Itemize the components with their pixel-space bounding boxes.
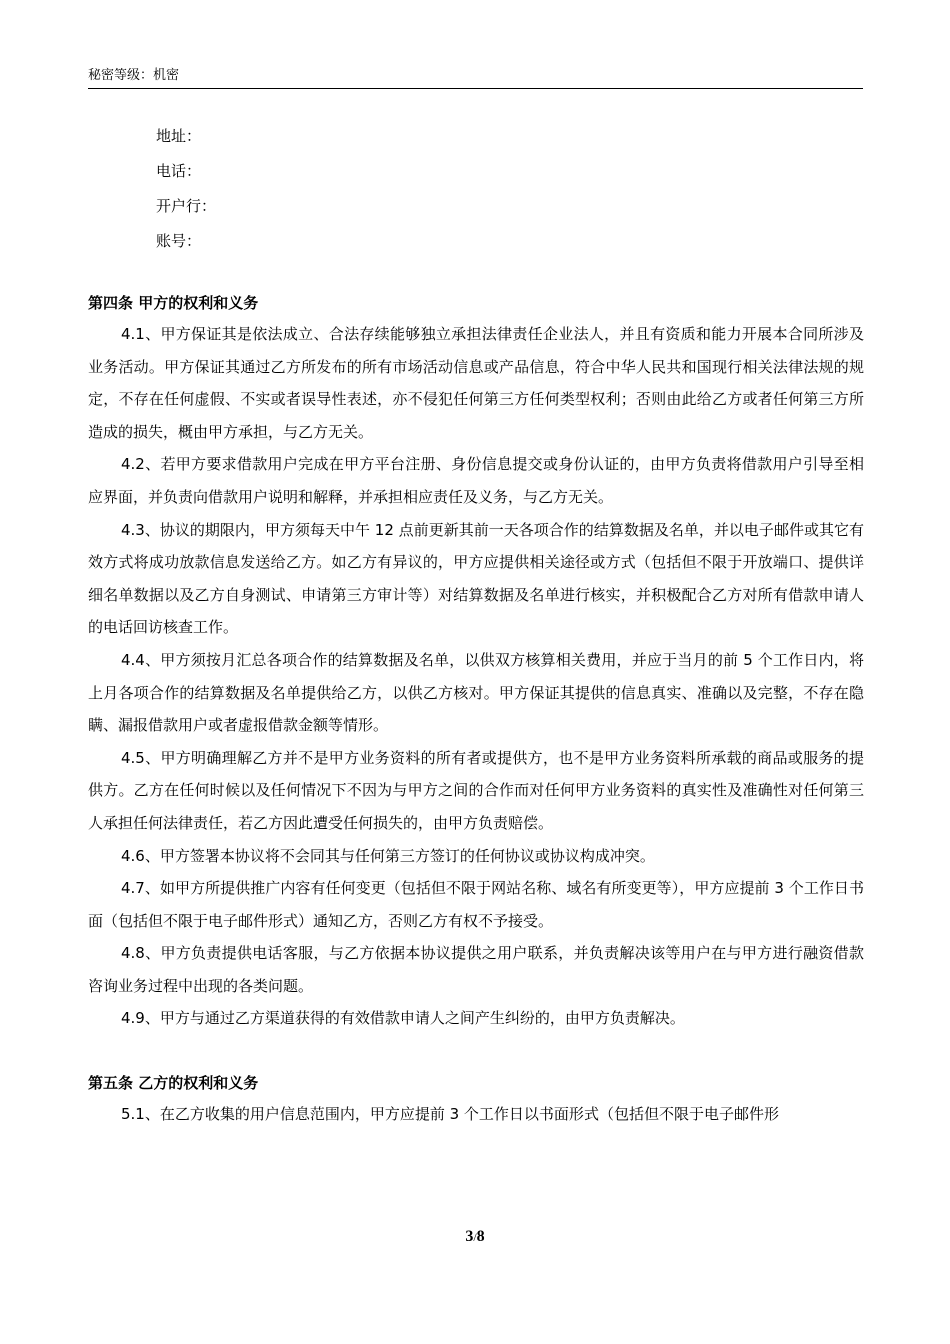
clause-4-2: 4.2、若甲方要求借款用户完成在甲方平台注册、身份信息提交或身份认证的，由甲方负责将借款用户引导至相应界面，并负责向借款用户说明和解释，并承担相应责任及义务，与乙方无关。 — [88, 455, 864, 506]
clause-4-9: 4.9、甲方与通过乙方渠道获得的有效借款申请人之间产生纠纷的，由甲方负责解决。 — [121, 1009, 685, 1028]
clause-4-8: 4.8、甲方负责提供电话客服，与乙方依据本协议提供之用户联系，并负责解决该等用户在与甲方进行融资借款咨询业务过程中出现的各类问题。 — [88, 944, 864, 995]
page-separator: / — [473, 1230, 477, 1244]
clause-4-6: 4.6、甲方签署本协议将不会同其与任何第三方签订的任何协议或协议构成冲突。 — [121, 846, 655, 865]
current-page: 3 — [465, 1228, 474, 1245]
contact-fields — [156, 124, 216, 264]
account-field: 账号： — [156, 232, 202, 250]
clause-4-5: 4.5、甲方明确理解乙方并不是甲方业务资料的所有者或提供方，也不是甲方业务资料所承载的商品或服务的提供方。乙方在任何时候以及任何情况下不因为与甲方之间的合作而对任何甲方业务资料的真实性及准确性对任何第三人承担任何法律责任，若乙方因此遭受任何损失的，由甲方负责赔偿。 — [88, 748, 864, 832]
clause-4-4: 4.4、甲方须按月汇总各项合作的结算数据及名单，以供双方核算相关费用，并应于当月的前 5 个工作日内，将上月各项合作的结算数据及名单提供给乙方，以供乙方核对。甲方保证其提供的信息真实、准确以及完整，不存在隐瞒、漏报借款用户或者虚报借款金额等情形。 — [88, 650, 864, 735]
document-body — [88, 288, 864, 1131]
clause-4-3: 4.3、协议的期限内，甲方须每天中午 12 点前更新其前一天各项合作的结算数据及名单，并以电子邮件或其它有效方式将成功放款信息发送给乙方。如乙方有异议的，甲方应提供相关途径或方式（包括但不限于开放端口、提供详细名单数据以及乙方自身测试、申请第三方审计等）对结算数据及名单进行核实，并积极配合乙方对所有借款申请人的电话回访核查工作。 — [88, 520, 864, 637]
page-number — [0, 1225, 950, 1249]
phone-field: 电话： — [156, 162, 202, 180]
clause-5-1: 5.1、在乙方收集的用户信息范围内，甲方应提前 3 个工作日以书面形式（包括但不限于电子邮件形 — [121, 1105, 779, 1124]
page-header — [88, 66, 863, 89]
article5-title: 第五条 乙方的权利和义务 — [88, 1074, 259, 1093]
clause-4-1: 4.1、甲方保证其是依法成立、合法存续能够独立承担法律责任企业法人，并且有资质和能力开展本合同所涉及业务活动。甲方保证其通过乙方所发布的所有市场活动信息或产品信息，符合中华人民共和国现行相关法律法规的规定，不存在任何虚假、不实或者误导性表述，亦不侵犯任何第三方任何类型权利；否则由此给乙方或者任何第三方所造成的损失，概由甲方承担，与乙方无关。 — [88, 325, 864, 441]
bank-field: 开户行： — [156, 197, 217, 215]
total-pages: 8 — [476, 1228, 485, 1245]
clause-4-7: 4.7、如甲方所提供推广内容有任何变更（包括但不限于网站名称、域名有所变更等），甲方应提前 3 个工作日书面（包括但不限于电子邮件形式）通知乙方，否则乙方有权不予接受。 — [88, 879, 864, 930]
address-field: 地址： — [156, 127, 202, 145]
classification-label: 秘密等级：机密 — [88, 68, 180, 83]
section-gap — [88, 1035, 864, 1068]
article4-title: 第四条 甲方的权利和义务 — [88, 294, 259, 312]
